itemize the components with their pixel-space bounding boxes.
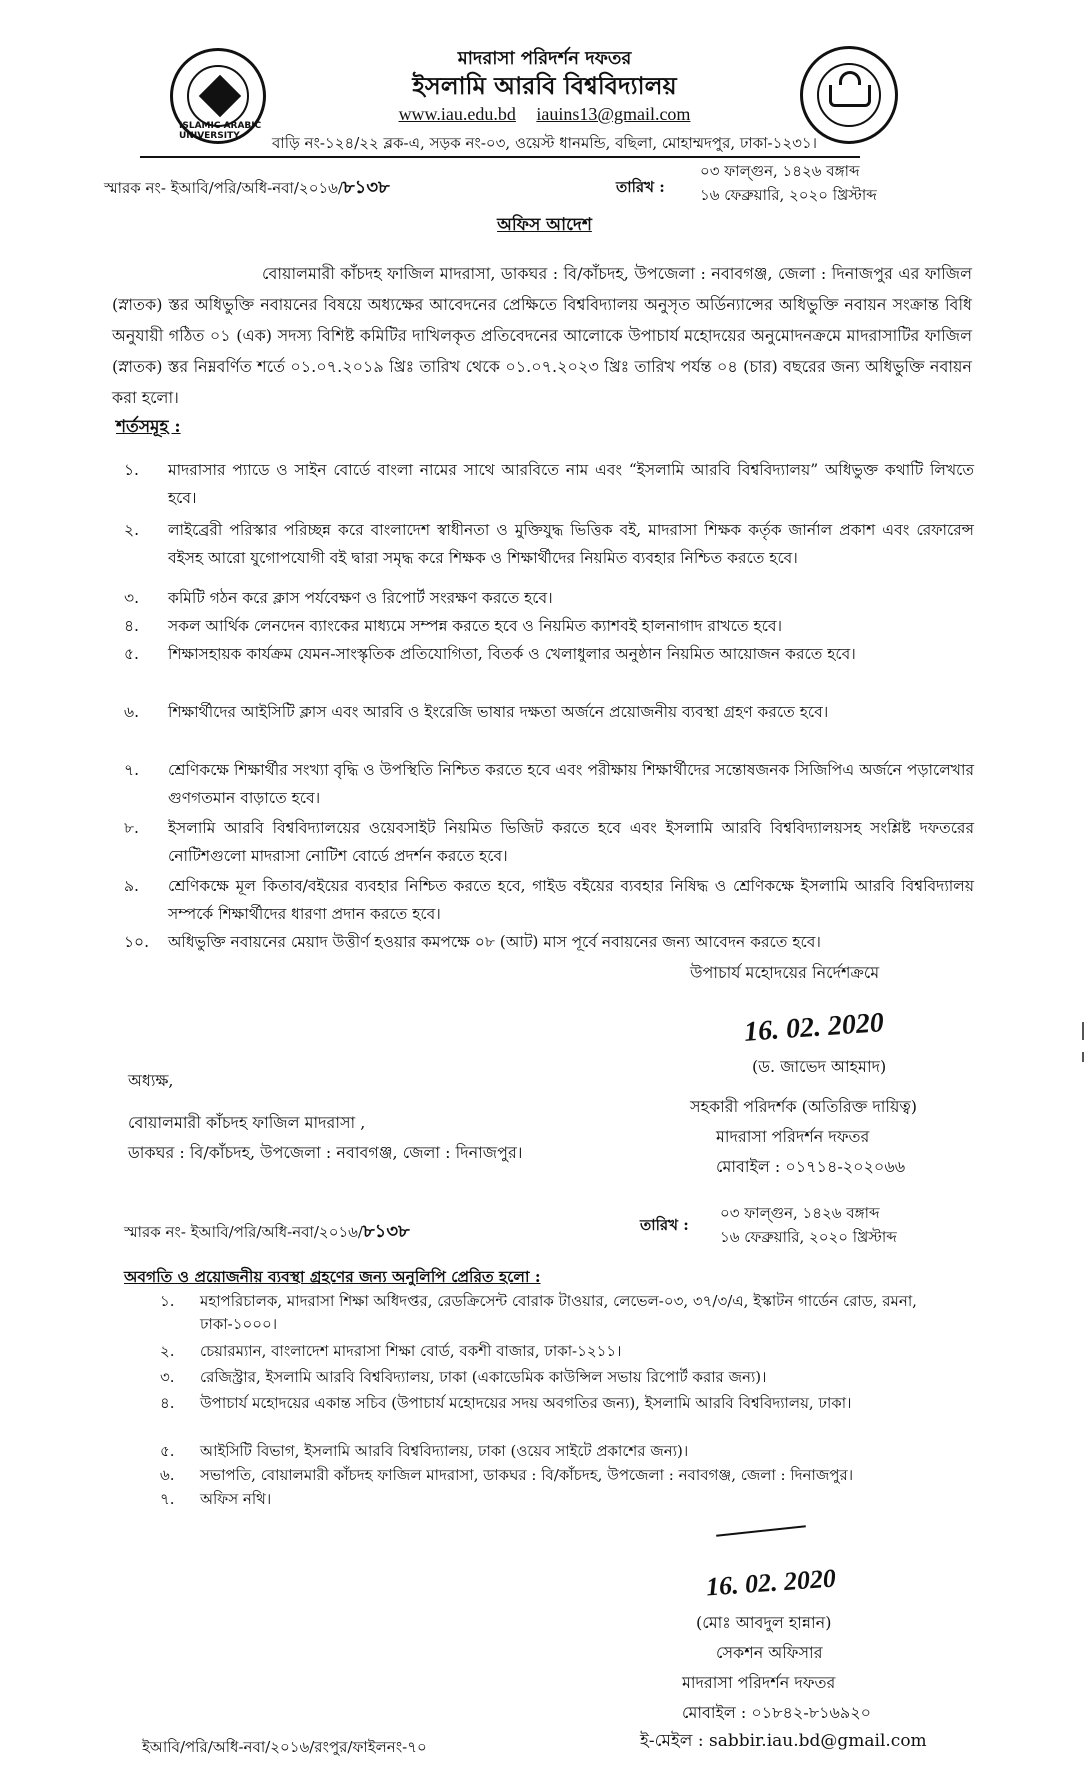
date-label: তারিখ : (616, 178, 665, 196)
recipient-institution: বোয়ালমারী কাঁচদহ ফাজিল মাদরাসা , (128, 1113, 366, 1132)
memo-number: স্মারক নং- ইআবি/পরি/অধি-নবা/২০১৬/৮১৩৮ (104, 177, 390, 197)
signatory-1-designation: সহকারী পরিদর্শক (অতিরিক্ত দায়িত্ব) (690, 1097, 918, 1116)
signatory-1-office: মাদরাসা পরিদর্শন দফতর (716, 1127, 870, 1146)
copy-item: ৪. উপাচার্য মহোদয়ের একান্ত সচিব (উপাচার্য মহোদয়ের সদয় অবগতির জন্য), ইসলামি আরবি বিশ্ববিদ্যালয়, ঢাকা। (160, 1394, 852, 1412)
memo-number-copy: স্মারক নং- ইআবি/পরি/অধি-নবা/২০১৬/৮১৩৮ (124, 1221, 410, 1241)
signatory-2-email: ই-মেইল : sabbir.iau.bd@gmail.com (640, 1731, 927, 1751)
date-bangla-copy: ০৩ ফাল্গুন, ১৪২৬ বঙ্গাব্দ (720, 1204, 880, 1222)
copy-heading: অবগতি ও প্রয়োজনীয় ব্যবস্থা গ্রহণের জন্য অনুলিপি প্রেরিত হলো : (124, 1267, 541, 1286)
signatory-2-designation: সেকশন অফিসার (716, 1643, 823, 1662)
instruction-line: উপাচার্য মহোদয়ের নির্দেশক্রমে (690, 963, 880, 982)
university-name: ইসলামি আরবি বিশ্ববিদ্যালয় (412, 71, 677, 100)
condition-item: ১০. অধিভুক্তি নবায়নের মেয়াদ উত্তীর্ণ হওয়ার কমপক্ষে ০৮ (আট) মাস পূর্বে নবায়নের জন্য আবেদন করতে হবে। (124, 933, 821, 951)
condition-item: ৪. সকল আর্থিক লেনদেন ব্যাংকের মাধ্যমে সম্পন্ন করতে হবে ও নিয়মিত ক্যাশবই হালনাগাদ রাখতে হবে। (124, 617, 782, 635)
condition-item: ৩. কমিটি গঠন করে ক্লাস পর্যবেক্ষণ ও রিপোর্ট সংরক্ষণ করতে হবে। (124, 589, 553, 607)
website-link[interactable]: www.iau.edu.bd (398, 104, 516, 124)
condition-item: ৬. শিক্ষার্থীদের আইসিটি ক্লাস এবং আরবি ও ইংরেজি ভাষার দক্ষতা অর্জনে প্রয়োজনীয় ব্যবস্থা গ্রহণ করতে হবে। (124, 703, 829, 721)
footer-file-reference: ইআবি/পরি/অধি-নবা/২০১৬/রংপুর/ফাইলনং-৭০ (142, 1738, 427, 1756)
order-body: বোয়ালমারী কাঁচদহ ফাজিল মাদরাসা, ডাকঘর : বি/কাঁচদহ, উপজেলা : নবাবগঞ্জ, জেলা : দিনাজপুর এর ফাজিল (স্নাতক) স্তর অধিভুক্তি নবায়নের বিষয়ে অধ্যক্ষের আবেদনের প্রেক্ষিতে বিশ্ববিদ্যালয় অনুসৃত অর্ডিন্যান্সের অধিভুক্তি নবায়ন সংক্রান্ত বিধি অনুযায়ী গঠিত ০১ (এক) সদস্য বিশিষ্ট কমিটির দাখিলকৃত প্রতিবেদনের আলোকে উপাচার্য মহোদয়ের অনুমোদনক্রমে মাদরাসাটির ফাজিল (স্নাতক) স্তর নিম্নবর্ণিত শর্তে ০১.০৭.২০১৯ খ্রিঃ তারিখ থেকে ০১.০৭.২০২৩ খ্রিঃ তারিখ পর্যন্ত ০৪ (চার) বছরের জন্য অধিভুক্তি নবায়ন করা হলো। (112, 264, 972, 407)
signatory-1-name: (ড. জাভেদ আহমাদ) (752, 1057, 887, 1076)
copy-item: ১. মহাপরিচালক, মাদরাসা শিক্ষা অধিদপ্তর, রেডক্রিসেন্ট বোরাক টাওয়ার, লেভেল-০৩, ৩৭/৩/এ, ইস্কাটন গার্ডেন রোড, রমনা, ঢাকা-১০০০। (160, 1292, 917, 1333)
copy-item: ৫. আইসিটি বিভাগ, ইসলামি আরবি বিশ্ববিদ্যালয়, ঢাকা (ওয়েব সাইটে প্রকাশের জন্য)। (160, 1442, 689, 1460)
signatory-1-mobile: মোবাইল : ০১৭১৪-২০২০৬৬ (716, 1157, 906, 1176)
signature-2: 16. 02. 2020 (705, 1563, 837, 1602)
condition-item: ২. লাইব্রেরী পরিস্কার পরিচ্ছন্ন করে বাংলাদেশ স্বাধীনতা ও মুক্তিযুদ্ধ ভিত্তিক বই, মাদরাসা শিক্ষক কর্তৃক জার্নাল প্রকাশ এবং রেফারেন্স বইসহ আরো যুগোপযোগী বই দ্বারা সমৃদ্ধ করে শিক্ষক ও শিক্ষার্থীদের নিয়মিত ব্যবহার নিশ্চিত করতে হবে। (124, 521, 974, 567)
condition-item: ৫. শিক্ষাসহায়ক কার্যক্রম যেমন-সাংস্কৃতিক প্রতিযোগিতা, বিতর্ক ও খেলাধুলার অনুষ্ঠান নিয়মিত আয়োজন করতে হবে। (124, 645, 856, 663)
copy-item: ২. চেয়ারম্যান, বাংলাদেশ মাদরাসা শিক্ষা বোর্ড, বকশী বাজার, ঢাকা-১২১১। (160, 1342, 622, 1360)
signatory-2-name: (মোঃ আবদুল হান্নান) (696, 1613, 832, 1632)
signature-2-flourish (716, 1525, 806, 1536)
office-address: বাড়ি নং-১২৪/২২ ব্লক-এ, সড়ক নং-০৩, ওয়েস্ট ধানমন্ডি, বছিলা, মোহাম্মদপুর, ঢাকা-১২৩১। (272, 134, 817, 152)
office-name: মাদরাসা পরিদর্শন দফতর (457, 48, 632, 69)
scan-edge-mark (1082, 1022, 1084, 1040)
recipient-title: অধ্যক্ষ, (128, 1071, 174, 1090)
date-english: ১৬ ফেব্রুয়ারি, ২০২০ খ্রিস্টাব্দ (700, 186, 877, 204)
date-label-copy: তারিখ : (640, 1216, 689, 1234)
signature-1: 16. 02. 2020 (743, 1007, 885, 1048)
web-contact (0, 104, 1089, 125)
signatory-2-mobile: মোবাইল : ০১৮৪২-৮১৬৯২০ (682, 1703, 872, 1722)
condition-item: ৯. শ্রেণিকক্ষে মূল কিতাব/বইয়ের ব্যবহার নিশ্চিত করতে হবে, গাইড বইয়ের ব্যবহার নিষিদ্ধ ও শ্রেণিকক্ষে ইসলামি আরবি বিশ্ববিদ্যালয় সম্পর্কে শিক্ষার্থীদের ধারণা প্রদান করতে হবে। (124, 877, 974, 923)
copy-item: ৩. রেজিস্ট্রার, ইসলামি আরবি বিশ্ববিদ্যালয়, ঢাকা (একাডেমিক কাউন্সিল সভায় রিপোর্ট করার জন্য)। (160, 1368, 767, 1386)
date-english-copy: ১৬ ফেব্রুয়ারি, ২০২০ খ্রিস্টাব্দ (720, 1228, 897, 1246)
copy-item: ৬. সভাপতি, বোয়ালমারী কাঁচদহ ফাজিল মাদরাসা, ডাকঘর : বি/কাঁচদহ, উপজেলা : নবাবগঞ্জ, জেলা : দিনাজপুর। (160, 1466, 854, 1484)
email-link[interactable]: iauins13@gmail.com (536, 104, 691, 124)
condition-item: ১. মাদরাসার প্যাডে ও সাইন বোর্ডে বাংলা নামের সাথে আরবিতে নাম এবং “ইসলামি আরবি বিশ্ববিদ্যালয়” অধিভুক্ত কথাটি লিখতে হবে। (124, 461, 974, 507)
conditions-heading: শর্তসমূহ : (116, 417, 181, 437)
document-title: অফিস আদেশ (497, 215, 592, 235)
copy-item: ৭. অফিস নথি। (160, 1490, 272, 1508)
condition-item: ৮. ইসলামি আরবি বিশ্ববিদ্যালয়ের ওয়েবসাইট নিয়মিত ভিজিট করতে হবে এবং ইসলামি আরবি বিশ্ববিদ্যালয়সহ সংশ্লিষ্ট দফতরের নোটিশগুলো মাদরাসা নোটিশ বোর্ডে প্রদর্শন করতে হবে। (124, 819, 974, 865)
signatory-2-office: মাদরাসা পরিদর্শন দফতর (682, 1673, 836, 1692)
recipient-address: ডাকঘর : বি/কাঁচদহ, উপজেলা : নবাবগঞ্জ, জেলা : দিনাজপুর। (128, 1143, 523, 1162)
date-bangla: ০৩ ফাল্গুন, ১৪২৬ বঙ্গাব্দ (700, 162, 860, 180)
logo-caption: ISLAMIC ARABIC UNIVERSITY (179, 121, 262, 141)
header-divider (140, 156, 860, 158)
condition-item: ৭. শ্রেণিকক্ষে শিক্ষার্থীর সংখ্যা বৃদ্ধি ও উপস্থিতি নিশ্চিত করতে হবে এবং পরীক্ষায় শিক্ষার্থীদের সন্তোষজনক সিজিপিএ অর্জনে পড়ালেখার গুণগতমান বাড়াতে হবে। (124, 761, 974, 807)
scan-edge-mark (1082, 1052, 1084, 1062)
